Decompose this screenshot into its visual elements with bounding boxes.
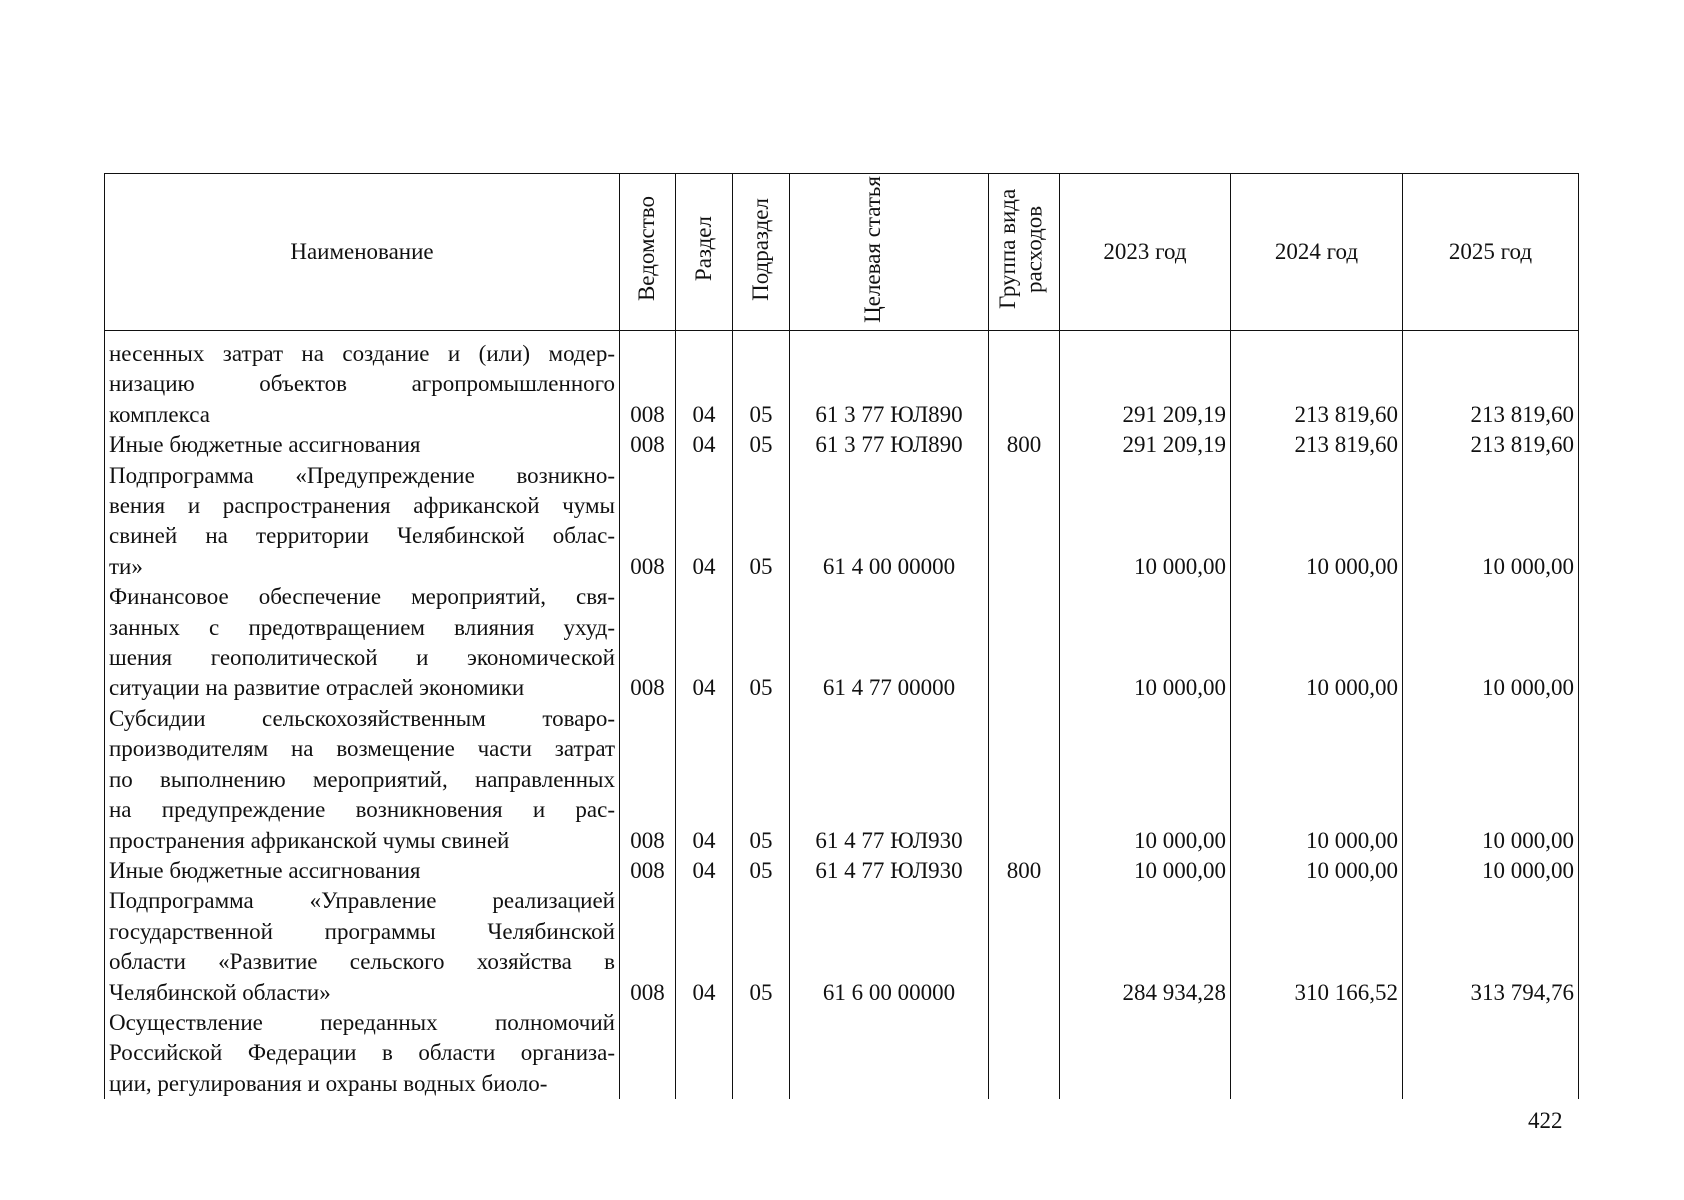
target-article-cell: 61 3 77 ЮЛ890 bbox=[790, 331, 989, 431]
name-line: Российской Федерации в области организа- bbox=[109, 1040, 615, 1066]
header-2024 bbox=[1231, 174, 1403, 331]
section-cell: 04 bbox=[676, 704, 733, 856]
name-line: свиней на территории Челябинской облас- bbox=[109, 523, 615, 549]
dept-cell: 008 bbox=[620, 331, 676, 431]
amount-2024-cell: 310 166,52 bbox=[1231, 886, 1403, 1008]
expense-group-cell: 800 bbox=[989, 856, 1060, 886]
header-row bbox=[105, 174, 1579, 331]
table-row bbox=[105, 856, 1579, 886]
subsection-cell: 05 bbox=[733, 856, 790, 886]
dept-cell: 008 bbox=[620, 461, 676, 583]
target-article-cell: 61 6 00 00000 bbox=[790, 886, 989, 1008]
name-line: пространения африканской чумы свиней bbox=[109, 827, 510, 853]
amount-2023-cell: 10 000,00 bbox=[1060, 704, 1231, 856]
amount-2025-cell: 213 819,60 bbox=[1403, 430, 1579, 460]
table-row bbox=[105, 886, 1579, 1008]
header-expense-group-label: Группа вида расходов bbox=[995, 188, 1047, 310]
table-row bbox=[105, 461, 1579, 583]
amount-2023-cell: 10 000,00 bbox=[1060, 856, 1231, 886]
dept-cell: 008 bbox=[620, 856, 676, 886]
header-subsection-label: Подраздел bbox=[747, 197, 773, 301]
name-cell bbox=[105, 582, 620, 704]
table-row bbox=[105, 430, 1579, 460]
expense-group-cell bbox=[989, 331, 1060, 431]
table-row bbox=[105, 704, 1579, 856]
header-2024-label: 2024 год bbox=[1274, 239, 1359, 264]
page-number: 422 bbox=[1528, 1108, 1563, 1133]
subsection-cell: 05 bbox=[733, 461, 790, 583]
name-line: ситуации на развитие отраслей экономики bbox=[109, 675, 525, 701]
section-cell: 04 bbox=[676, 856, 733, 886]
name-line: шения геополитической и экономической bbox=[109, 645, 615, 671]
subsection-cell: 05 bbox=[733, 331, 790, 431]
header-section bbox=[676, 174, 733, 331]
header-expense-group bbox=[989, 174, 1060, 331]
target-article-cell: 61 4 00 00000 bbox=[790, 461, 989, 583]
name-line: Иные бюджетные ассигнования bbox=[109, 432, 421, 458]
name-line: низацию объектов агропромышленного bbox=[109, 371, 615, 397]
expense-group-cell bbox=[989, 1008, 1060, 1099]
amount-2023-cell bbox=[1060, 1008, 1231, 1099]
name-cell bbox=[105, 1008, 620, 1099]
amount-2023-cell: 291 209,19 bbox=[1060, 430, 1231, 460]
name-cell bbox=[105, 856, 620, 886]
section-cell bbox=[676, 1008, 733, 1099]
header-2023 bbox=[1060, 174, 1231, 331]
expense-group-cell bbox=[989, 582, 1060, 704]
amount-2024-cell: 213 819,60 bbox=[1231, 331, 1403, 431]
name-cell bbox=[105, 461, 620, 583]
name-line: производителям на возмещение части затрат bbox=[109, 736, 615, 762]
name-line: Подпрограмма «Управление реализацией bbox=[109, 888, 615, 914]
section-cell: 04 bbox=[676, 886, 733, 1008]
header-department bbox=[620, 174, 676, 331]
amount-2024-cell: 10 000,00 bbox=[1231, 856, 1403, 886]
amount-2023-cell: 291 209,19 bbox=[1060, 331, 1231, 431]
name-line: Подпрограмма «Предупреждение возникно- bbox=[109, 462, 615, 488]
amount-2025-cell: 10 000,00 bbox=[1403, 856, 1579, 886]
amount-2024-cell: 10 000,00 bbox=[1231, 704, 1403, 856]
table-body bbox=[105, 331, 1579, 1100]
header-section-label: Раздел bbox=[690, 216, 716, 282]
header-name bbox=[105, 174, 620, 331]
amount-2024-cell bbox=[1231, 1008, 1403, 1099]
name-line: государственной программы Челябинской bbox=[109, 918, 615, 944]
name-line: ции, регулирования и охраны водных биоло- bbox=[109, 1070, 548, 1096]
header-department-label: Ведомство bbox=[634, 196, 660, 302]
section-cell: 04 bbox=[676, 582, 733, 704]
budget-table bbox=[104, 173, 1579, 1099]
name-line: Финансовое обеспечение мероприятий, свя- bbox=[109, 584, 615, 610]
amount-2024-cell: 213 819,60 bbox=[1231, 430, 1403, 460]
subsection-cell: 05 bbox=[733, 430, 790, 460]
header-2023-label: 2023 год bbox=[1103, 239, 1187, 264]
name-cell bbox=[105, 886, 620, 1008]
name-line: Иные бюджетные ассигнования bbox=[109, 857, 421, 883]
name-line: ти» bbox=[109, 553, 143, 579]
subsection-cell: 05 bbox=[733, 886, 790, 1008]
amount-2025-cell: 10 000,00 bbox=[1403, 461, 1579, 583]
dept-cell bbox=[620, 1008, 676, 1099]
amount-2025-cell: 213 819,60 bbox=[1403, 331, 1579, 431]
header-subsection bbox=[733, 174, 790, 331]
header-2025-label: 2025 год bbox=[1448, 239, 1533, 264]
subsection-cell: 05 bbox=[733, 582, 790, 704]
expense-group-cell bbox=[989, 704, 1060, 856]
expense-group-cell bbox=[989, 886, 1060, 1008]
target-article-cell: 61 4 77 00000 bbox=[790, 582, 989, 704]
header-target-article bbox=[790, 174, 989, 331]
target-article-cell: 61 4 77 ЮЛ930 bbox=[790, 704, 989, 856]
target-article-cell: 61 3 77 ЮЛ890 bbox=[790, 430, 989, 460]
amount-2024-cell: 10 000,00 bbox=[1231, 582, 1403, 704]
table-row bbox=[105, 331, 1579, 431]
dept-cell: 008 bbox=[620, 430, 676, 460]
header-name-label: Наименование bbox=[290, 239, 434, 264]
section-cell: 04 bbox=[676, 461, 733, 583]
section-cell: 04 bbox=[676, 430, 733, 460]
amount-2024-cell: 10 000,00 bbox=[1231, 461, 1403, 583]
name-cell bbox=[105, 331, 620, 431]
amount-2025-cell: 10 000,00 bbox=[1403, 704, 1579, 856]
dept-cell: 008 bbox=[620, 704, 676, 856]
table-row bbox=[105, 582, 1579, 704]
amount-2025-cell: 313 794,76 bbox=[1403, 886, 1579, 1008]
name-line: вения и распространения африканской чумы bbox=[109, 493, 615, 519]
name-line: Субсидии сельскохозяйственным товаро- bbox=[109, 705, 615, 731]
name-line: на предупреждение возникновения и рас- bbox=[109, 797, 615, 823]
name-line: Осуществление переданных полномочий bbox=[109, 1009, 615, 1035]
header-target-article-label: Целевая статья bbox=[860, 175, 885, 323]
expense-group-cell: 800 bbox=[989, 430, 1060, 460]
name-line: несенных затрат на создание и (или) модер- bbox=[109, 341, 615, 366]
amount-2023-cell: 284 934,28 bbox=[1060, 886, 1231, 1008]
name-cell bbox=[105, 430, 620, 460]
subsection-cell bbox=[733, 1008, 790, 1099]
dept-cell: 008 bbox=[620, 582, 676, 704]
amount-2023-cell: 10 000,00 bbox=[1060, 582, 1231, 704]
name-line: области «Развитие сельского хозяйства в bbox=[109, 949, 615, 975]
subsection-cell: 05 bbox=[733, 704, 790, 856]
name-line: Челябинской области» bbox=[109, 979, 331, 1005]
amount-2025-cell bbox=[1403, 1008, 1579, 1099]
amount-2023-cell: 10 000,00 bbox=[1060, 461, 1231, 583]
target-article-cell: 61 4 77 ЮЛ930 bbox=[790, 856, 989, 886]
target-article-cell bbox=[790, 1008, 989, 1099]
section-cell: 04 bbox=[676, 331, 733, 431]
name-cell bbox=[105, 704, 620, 856]
name-line: занных с предотвращением влияния ухуд- bbox=[109, 614, 615, 640]
dept-cell: 008 bbox=[620, 886, 676, 1008]
name-line: комплекса bbox=[109, 401, 210, 427]
header-2025 bbox=[1403, 174, 1579, 331]
amount-2025-cell: 10 000,00 bbox=[1403, 582, 1579, 704]
name-line: по выполнению мероприятий, направленных bbox=[109, 766, 615, 792]
expense-group-cell bbox=[989, 461, 1060, 583]
table-row bbox=[105, 1008, 1579, 1099]
